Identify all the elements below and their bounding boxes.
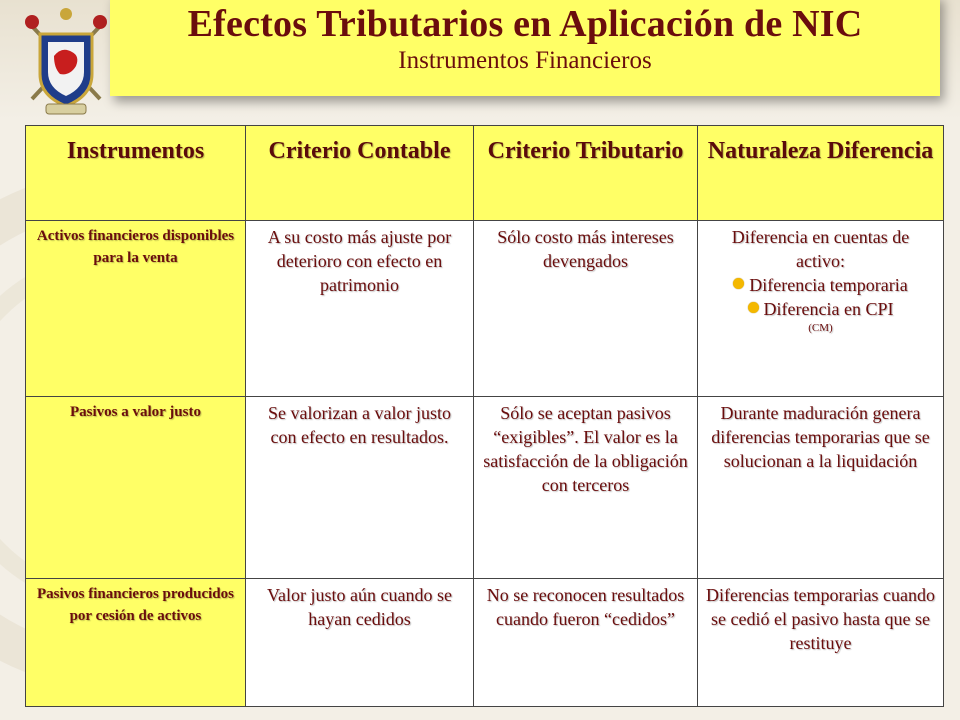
bullet-item bbox=[706, 297, 935, 321]
bullet-text: Diferencia temporaria bbox=[749, 275, 908, 295]
table-cell: Se valorizan a valor justo con efecto en resultados. bbox=[246, 397, 474, 579]
bullet-item bbox=[706, 273, 935, 297]
table-row bbox=[26, 221, 944, 397]
table-cell: Diferencias temporarias cuando se cedió el pasivo hasta que se restituye bbox=[698, 579, 944, 707]
comparison-table bbox=[25, 125, 944, 707]
column-header-instrumentos: Instrumentos bbox=[26, 126, 246, 221]
table-cell: Valor justo aún cuando se hayan cedidos bbox=[246, 579, 474, 707]
row-header: Pasivos financieros producidos por cesión de activos bbox=[26, 579, 246, 707]
column-header-naturaleza-diferencia: Naturaleza Diferencia bbox=[698, 126, 944, 221]
row-header: Activos financieros disponibles para la venta bbox=[26, 221, 246, 397]
table-row bbox=[26, 579, 944, 707]
bullet-dot-icon bbox=[733, 278, 744, 289]
column-header-criterio-tributario: Criterio Tributario bbox=[474, 126, 698, 221]
table-cell: No se reconocen resultados cuando fueron “cedidos” bbox=[474, 579, 698, 707]
table-cell: Sólo costo más intereses devengados bbox=[474, 221, 698, 397]
table-cell: Durante maduración genera diferencias temporarias que se solucionan a la liquidación bbox=[698, 397, 944, 579]
table-cell: Sólo se aceptan pasivos “exigibles”. El valor es la satisfacción de la obligación con terceros bbox=[474, 397, 698, 579]
bullet-dot-icon bbox=[748, 302, 759, 313]
table-row bbox=[26, 397, 944, 579]
column-header-criterio-contable: Criterio Contable bbox=[246, 126, 474, 221]
table-header-row bbox=[26, 126, 944, 221]
title-banner bbox=[110, 0, 940, 96]
page-title: Efectos Tributarios en Aplicación de NIC bbox=[187, 3, 863, 45]
page-subtitle: Instrumentos Financieros bbox=[398, 47, 652, 74]
bullet-text: Diferencia en CPI bbox=[763, 299, 894, 319]
university-crest-icon bbox=[20, 4, 112, 124]
table-cell bbox=[698, 221, 944, 397]
table-cell: A su costo más ajuste por deterioro con efecto en patrimonio bbox=[246, 221, 474, 397]
row-header: Pasivos a valor justo bbox=[26, 397, 246, 579]
naturaleza-note: (CM) bbox=[808, 322, 833, 334]
naturaleza-intro: Diferencia en cuentas de activo: bbox=[731, 227, 910, 271]
